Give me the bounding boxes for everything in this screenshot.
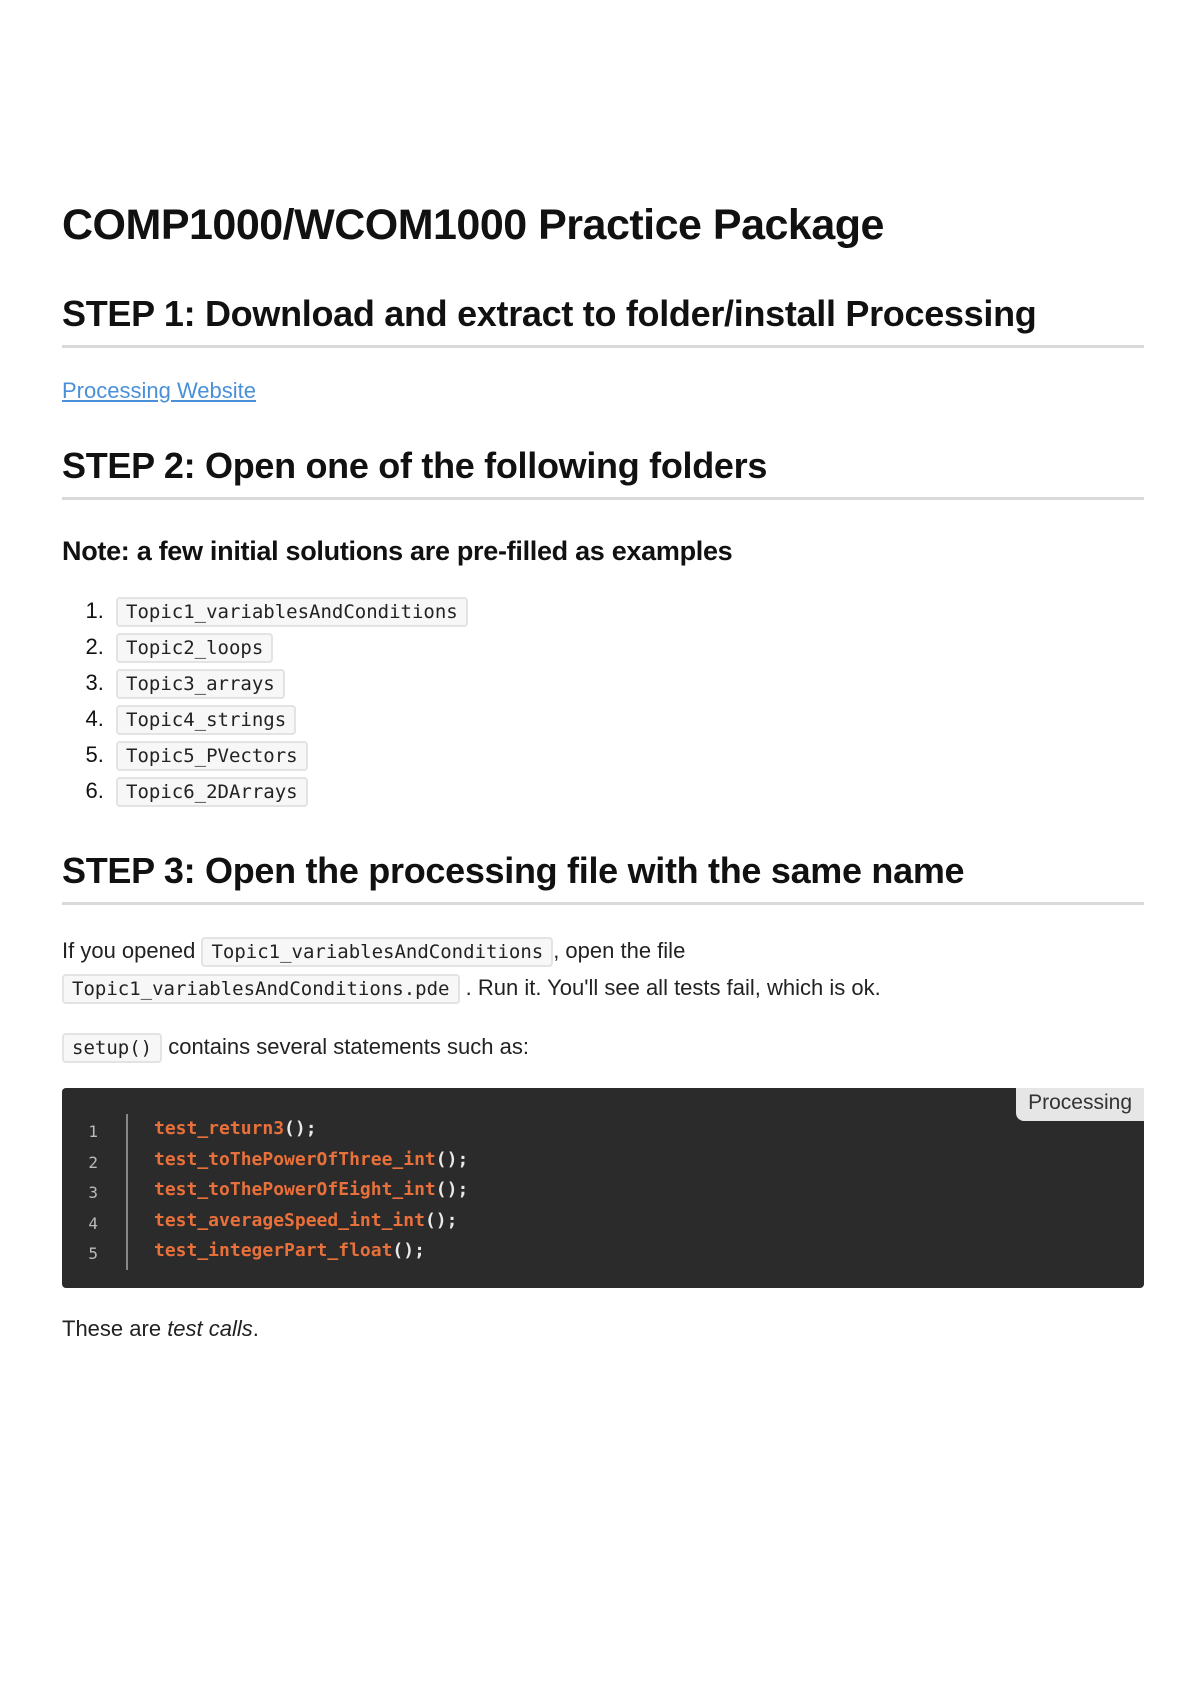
- closing-paragraph: [62, 1316, 1144, 1342]
- punctuation: ();: [435, 1179, 469, 1201]
- page-title: COMP1000/WCOM1000 Practice Package: [62, 201, 884, 249]
- line-number: 2: [88, 1152, 98, 1172]
- code-line: [62, 1236, 1144, 1267]
- step1-link-paragraph: [62, 378, 1144, 404]
- function-call: test_return3: [154, 1118, 285, 1140]
- punctuation: ();: [424, 1209, 458, 1231]
- code-statement: [112, 1114, 317, 1145]
- code-line: [62, 1206, 1144, 1237]
- folder-name: Topic3_arrays: [116, 669, 285, 699]
- list-item: [110, 701, 1144, 737]
- line-number: 3: [88, 1183, 98, 1203]
- pde-file-name: Topic1_variablesAndConditions.pde: [62, 974, 460, 1004]
- list-item: [110, 665, 1144, 701]
- step2-heading: STEP 2: Open one of the following folders: [62, 444, 1144, 500]
- emphasis-text: test calls: [167, 1316, 253, 1342]
- punctuation: ();: [435, 1148, 469, 1170]
- code-line: [62, 1114, 1144, 1145]
- instruction-text: . Run it. You'll see all tests fail, which is ok.: [465, 975, 881, 1001]
- folder-name-inline: Topic1_variablesAndConditions: [201, 937, 553, 967]
- function-call: test_averageSpeed_int_int: [154, 1209, 425, 1231]
- closing-text: These are: [62, 1316, 162, 1342]
- punctuation: ();: [392, 1240, 425, 1262]
- folder-name: Topic2_loops: [116, 633, 273, 663]
- list-item: [110, 737, 1144, 773]
- instruction-text: , open the file: [553, 938, 686, 964]
- function-call: test_toThePowerOfThree_int: [154, 1148, 436, 1170]
- code-statement: [112, 1236, 425, 1267]
- list-item: [110, 629, 1144, 665]
- code-statement: [112, 1175, 468, 1206]
- line-number: 5: [88, 1244, 98, 1264]
- folder-name: Topic6_2DArrays: [116, 777, 308, 807]
- document-page: [62, 200, 1144, 1364]
- code-lines: [62, 1114, 1144, 1267]
- code-line: [62, 1175, 1144, 1206]
- code-block: [62, 1088, 1144, 1288]
- line-number: 4: [88, 1213, 98, 1233]
- function-call: test_integerPart_float: [154, 1240, 393, 1262]
- folder-name: Topic5_PVectors: [116, 741, 308, 771]
- step3-heading: STEP 3: Open the processing file with the same name: [62, 849, 1144, 905]
- code-statement: [112, 1206, 457, 1237]
- processing-website-link[interactable]: Processing Website: [62, 377, 257, 403]
- code-statement: [112, 1145, 468, 1176]
- code-line: [62, 1145, 1144, 1176]
- step3-instructions: [62, 933, 1144, 1007]
- punctuation: ();: [284, 1118, 317, 1140]
- instruction-text: If you opened: [62, 938, 196, 964]
- closing-punctuation: .: [252, 1316, 259, 1342]
- code-language-badge: Processing: [1016, 1088, 1144, 1121]
- folder-name: Topic1_variablesAndConditions: [116, 597, 468, 627]
- list-item: [110, 593, 1144, 629]
- setup-function-name: setup(): [62, 1033, 162, 1063]
- step1-heading: STEP 1: Download and extract to folder/install Processing: [62, 292, 1144, 348]
- list-item: [110, 773, 1144, 809]
- step2-note: Note: a few initial solutions are pre-filled as examples: [62, 535, 733, 566]
- setup-description: [62, 1029, 1144, 1066]
- line-number: 1: [88, 1122, 98, 1142]
- function-call: test_toThePowerOfEight_int: [154, 1179, 436, 1201]
- folder-list: [62, 593, 1144, 809]
- folder-name: Topic4_strings: [116, 705, 296, 735]
- setup-description-text: contains several statements such as:: [168, 1034, 529, 1060]
